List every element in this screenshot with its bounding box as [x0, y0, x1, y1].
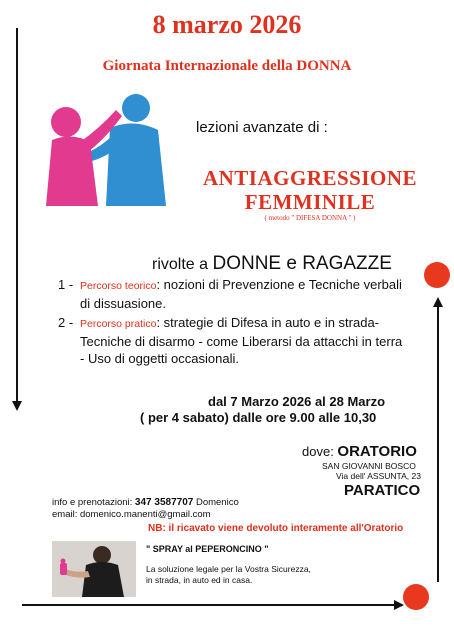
- location-name: ORATORIO: [337, 443, 417, 460]
- self-defense-illustration: [44, 88, 176, 206]
- bottom-red-dot: [403, 584, 429, 610]
- info-label: info e prenotazioni:: [52, 497, 135, 508]
- lessons-intro: lezioni avanzate di :: [196, 119, 328, 136]
- item-label: Percorso pratico: [80, 318, 157, 330]
- location-address-1: SAN GIOVANNI BOSCO: [322, 461, 416, 471]
- course-title-line2: FEMMINILE: [244, 190, 376, 214]
- attacker-figure: [84, 94, 166, 206]
- event-subtitle: Giornata Internazionale della DONNA: [102, 58, 352, 74]
- left-arrow-head: [12, 401, 22, 411]
- course-title-line1: ANTIAGGRESSIONE: [202, 166, 418, 190]
- location-town: PARATICO: [344, 482, 421, 499]
- schedule-dates: dal 7 Marzo 2026 al 28 Marzo: [208, 394, 386, 409]
- location-line: [302, 443, 417, 460]
- item-text: : nozioni di Prevenzione e Tecniche verbali di dissuasione.: [80, 277, 402, 311]
- course-item-1: [58, 276, 408, 312]
- proceeds-note: NB: il ricavato viene devoluto interamente all'Oratorio: [148, 523, 404, 534]
- contact-info: [52, 497, 239, 508]
- contact-email: [52, 509, 211, 520]
- right-red-dot: [424, 262, 450, 288]
- item-number: 1 -: [58, 277, 74, 292]
- schedule-times: ( per 4 sabato) dalle ore 9.00 alle 10,30: [140, 410, 377, 425]
- contact-person: Domenico: [193, 497, 239, 508]
- location-label: dove:: [302, 444, 338, 459]
- item-label: Percorso teorico: [80, 280, 157, 292]
- phone-number[interactable]: 347 3587707: [134, 497, 194, 508]
- audience-prefix: rivolte a: [152, 256, 213, 273]
- item-number: 2 -: [58, 315, 74, 330]
- bottom-arrow-head: [394, 600, 404, 610]
- course-item-2: [58, 314, 408, 367]
- spray-description-1: La soluzione legale per la Vostra Sicurezza,: [146, 564, 311, 574]
- audience-line: [152, 253, 392, 275]
- spray-photo: [52, 541, 136, 597]
- event-date: 8 marzo 2026: [152, 10, 302, 39]
- spray-description-2: in strada, in auto ed in casa.: [146, 575, 253, 585]
- course-items: [58, 276, 408, 369]
- email-label: email:: [52, 509, 80, 520]
- item-text: : strategie di Difesa in auto e in strada- Tecniche di disarmo - come Liberarsi da attacchi in terra - Uso di oggetti occasionali.: [80, 315, 403, 366]
- spray-title: " SPRAY al PEPERONCINO ": [146, 544, 269, 554]
- audience-target: DONNE e RAGAZZE: [212, 253, 392, 274]
- right-arrow-head: [433, 297, 443, 307]
- location-address-2: Via dell' ASSUNTA, 23: [336, 471, 421, 481]
- course-method: ( metodo " DIFESA DONNA " ): [264, 214, 356, 222]
- email-address[interactable]: domenico.manenti@gmail.com: [79, 509, 211, 520]
